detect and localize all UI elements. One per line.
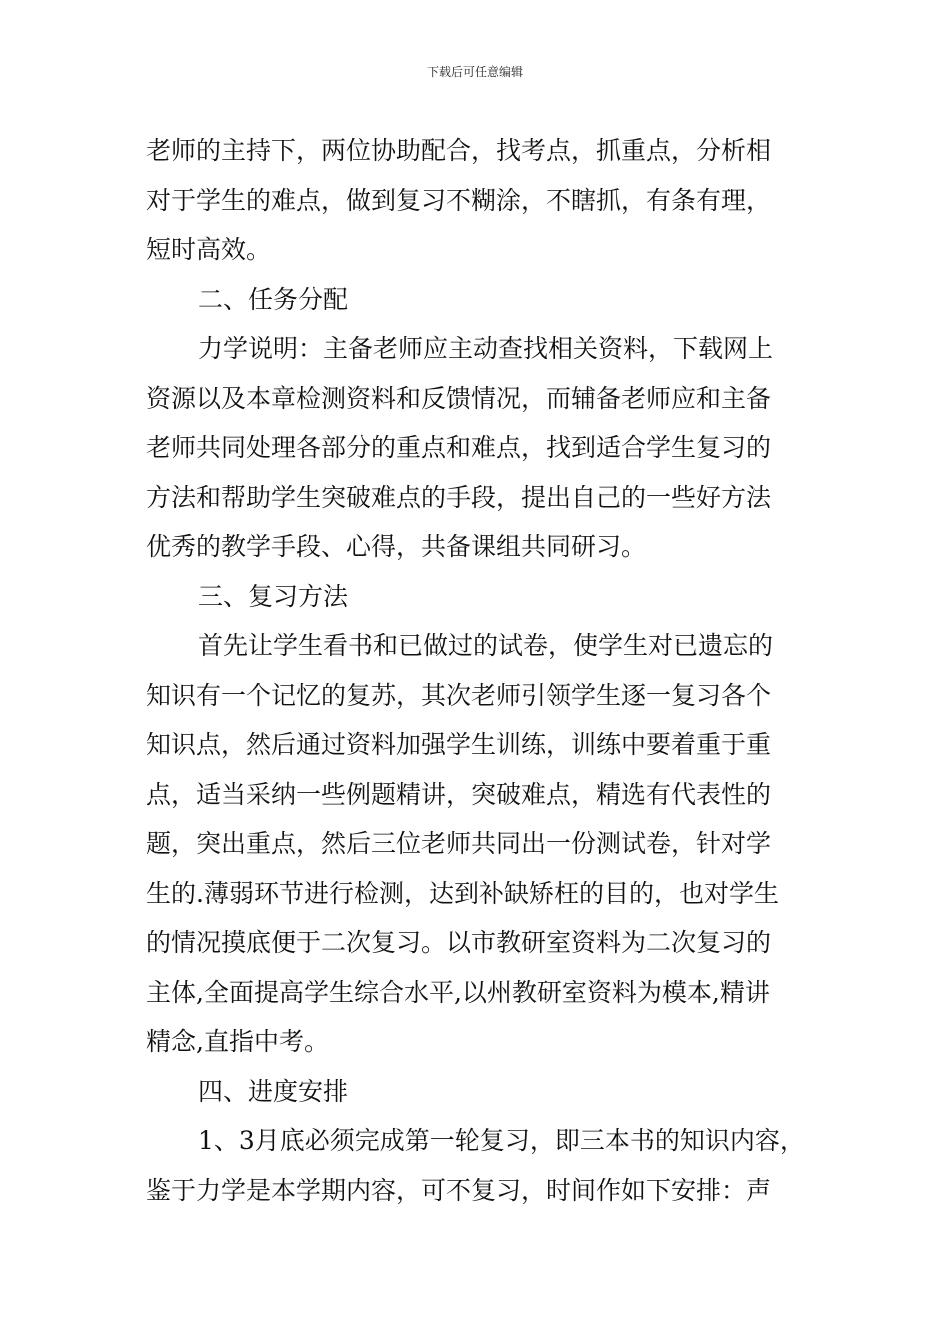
body-line: 力学说明：主备老师应主动查找相关资料，下载网上 <box>198 334 774 363</box>
body-line: 知识有一个记忆的复苏，其次老师引领学生逐一复习各个 <box>146 680 772 710</box>
body-line: 首先让学生看书和已做过的试卷，使学生对已遗忘的 <box>198 631 774 660</box>
body-line: 1、3月底必须完成第一轮复习，即三本书的知识内容， <box>198 1126 805 1155</box>
document-body <box>146 126 846 1215</box>
section-heading-task-assignment: 二、任务分配 <box>198 284 349 314</box>
body-line: 老师共同处理各部分的重点和难点，找到适合学生复习的 <box>146 433 772 462</box>
body-line: 老师的主持下，两位协助配合，找考点，抓重点，分析相 <box>146 136 772 165</box>
body-line: 鉴于力学是本学期内容，可不复习，时间作如下安排：声 <box>146 1175 772 1205</box>
section-heading-review-method: 三、复习方法 <box>198 581 349 611</box>
body-line: 短时高效。 <box>146 235 272 264</box>
body-line: 精念,直指中考。 <box>146 1027 329 1056</box>
body-line: 资源以及本章检测资料和反馈情况，而辅备老师应和主备 <box>146 383 772 413</box>
body-line: 对于学生的难点，做到复习不糊涂，不瞎抓，有条有理， <box>146 185 772 215</box>
body-line: 点，适当采纳一些例题精讲，突破难点，精选有代表性的 <box>146 779 772 809</box>
body-line: 方法和帮助学生突破难点的手段，提出自己的一些好方法 <box>146 482 772 512</box>
body-line: 的情况摸底便于二次复习。以市教研室资料为二次复习的 <box>146 928 772 957</box>
body-line: 生的.薄弱环节进行检测，达到补缺矫枉的目的，也对学生 <box>146 878 779 908</box>
page-header-note: 下载后可任意编辑 <box>426 65 523 79</box>
body-line: 知识点，然后通过资料加强学生训练，训练中要着重于重 <box>146 730 772 759</box>
body-line: 优秀的教学手段、心得，共备课组共同研习。 <box>146 532 647 561</box>
section-heading-schedule: 四、进度安排 <box>198 1076 349 1106</box>
body-line: 主体,全面提高学生综合水平,以州教研室资料为模本,精讲 <box>146 977 770 1007</box>
body-line: 题，突出重点，然后三位老师共同出一份测试卷，针对学 <box>146 829 772 858</box>
